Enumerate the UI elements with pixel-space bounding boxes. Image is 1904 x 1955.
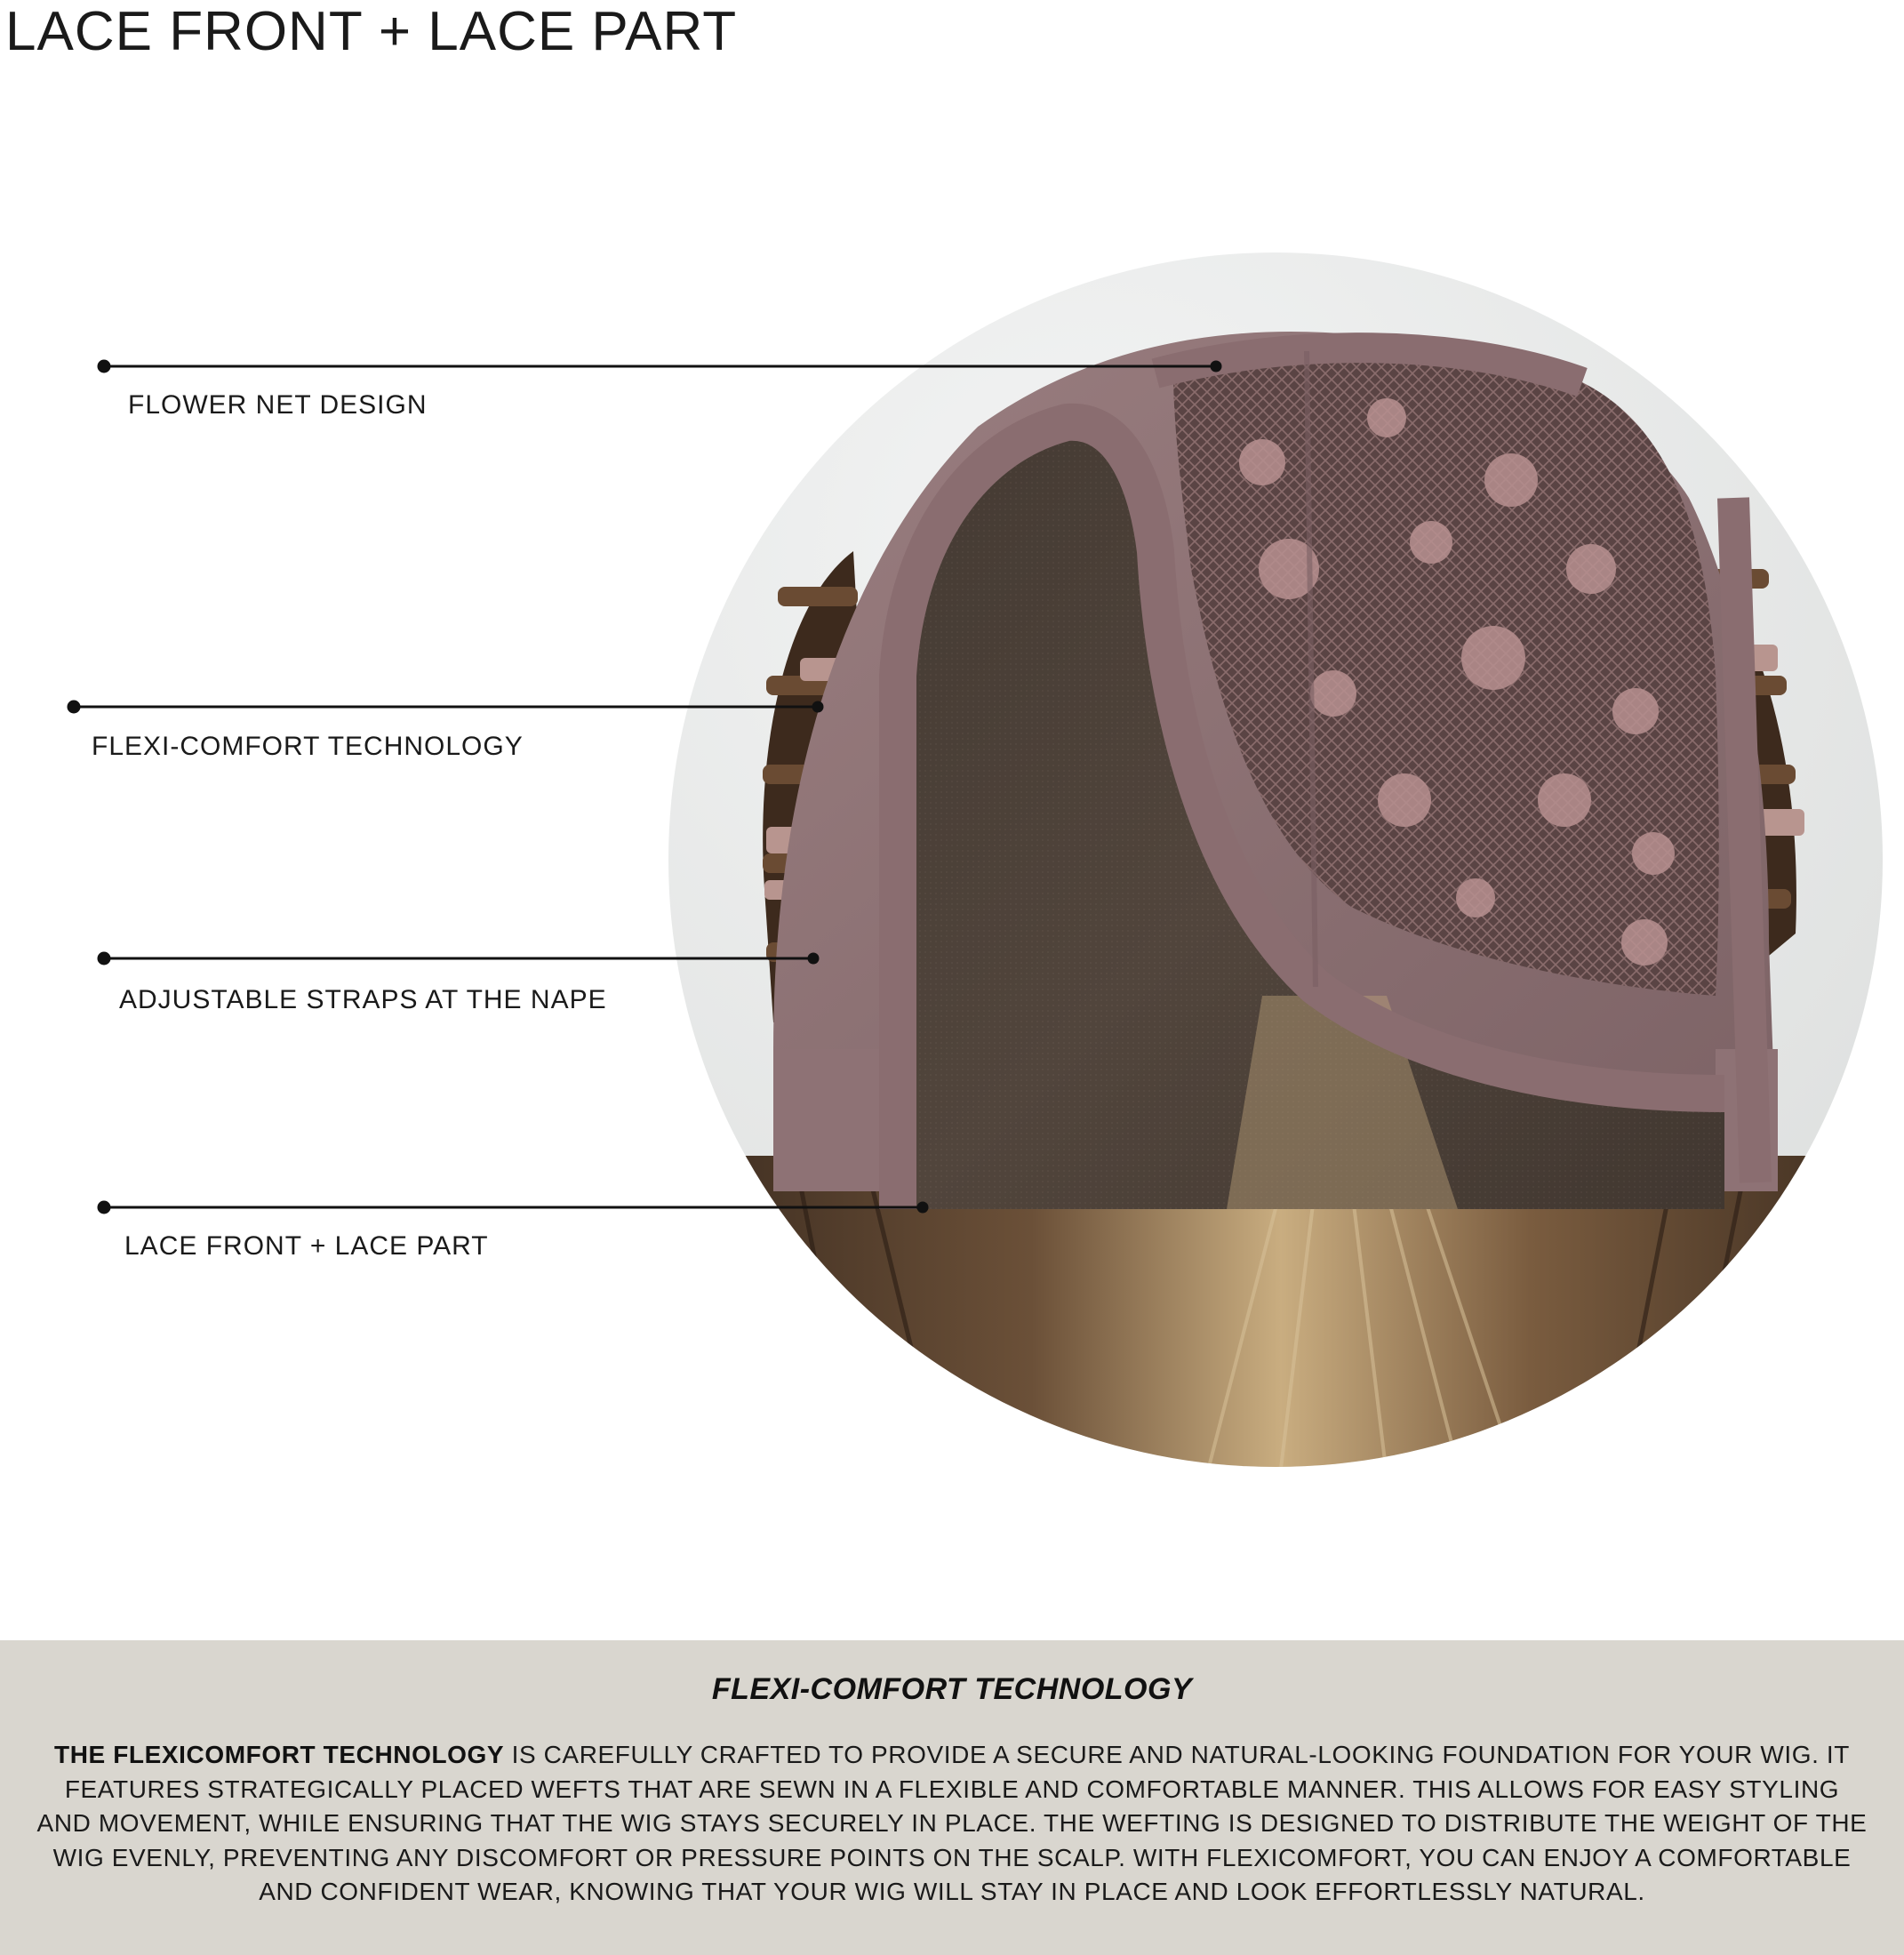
- callout-dot: [808, 953, 820, 965]
- callout-label-flexi-comfort: FLEXI-COMFORT TECHNOLOGY: [92, 732, 524, 761]
- info-panel-body: [36, 1738, 1868, 1910]
- callout-dot: [98, 1201, 111, 1214]
- callout-dot: [812, 701, 824, 713]
- photo-circle: [658, 249, 1904, 1511]
- callout-label-flower-net: FLOWER NET DESIGN: [128, 390, 428, 420]
- callout-label-adjustable-straps: ADJUSTABLE STRAPS AT THE NAPE: [119, 985, 607, 1014]
- info-panel: [0, 1640, 1904, 1955]
- callout-dot: [98, 952, 111, 965]
- callout-dot: [68, 701, 81, 714]
- callout-dot: [917, 1202, 929, 1214]
- callout-dot: [98, 360, 111, 373]
- info-panel-lead: THE FLEXICOMFORT TECHNOLOGY: [54, 1741, 505, 1768]
- info-panel-heading: FLEXI-COMFORT TECHNOLOGY: [711, 1672, 1193, 1706]
- page-title: LACE FRONT + LACE PART: [5, 1, 738, 62]
- info-panel-text: IS CAREFULLY CRAFTED TO PROVIDE A SECURE AND NATURAL-LOOKING FOUNDATION FOR YOUR WIG. IT FEATURES STRATEGICALLY PLACED WEFTS THAT ARE SEWN IN A FLEXIBLE AND COMFORTABLE MANNER. THIS ALLOWS FOR EASY STYLING AND MOVEMENT, WHILE ENSURING THAT THE WIG STAYS SECURELY IN PLACE. THE WEFTING IS DESIGNED TO DISTRIBUTE THE WEIGHT OF THE WIG EVENLY, PREVENTING ANY DISCOMFORT OR PRESSURE POINTS ON THE SCALP. WITH FLEXICOMFORT, YOU CAN ENJOY A COMFORTABLE AND CONFIDENT WEAR, KNOWING THAT YOUR WIG WILL STAY IN PLACE AND LOOK EFFORTLESSLY NATURAL.: [36, 1741, 1868, 1905]
- callout-dot: [1211, 361, 1222, 373]
- callout-label-lace-front: LACE FRONT + LACE PART: [124, 1231, 489, 1261]
